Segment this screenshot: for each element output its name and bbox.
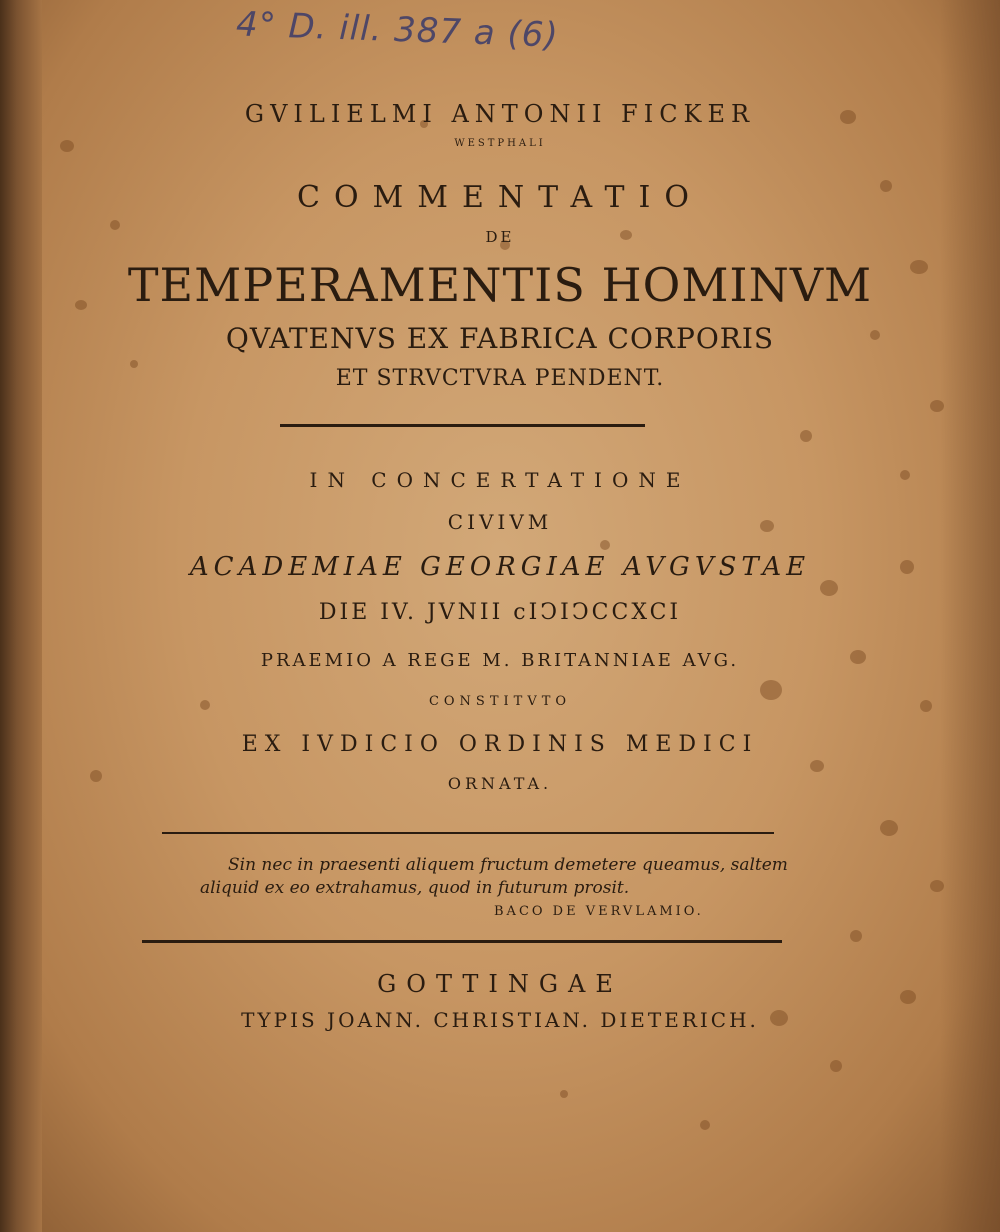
occasion-date: DIE IV. JVNII cIↃIↃCCXCI [318,600,682,625]
author-name: GVILIELMI ANTONII FICKER [244,100,756,128]
occasion-line-3: ACADEMIAE GEORGIAE AVGVSTAE [189,552,811,582]
motto-line-1: Sin nec in praesenti aliquem fructum demetere queamus, saltem [228,855,788,875]
motto-attribution: BACO DE VERVLAMIO. [494,904,704,919]
occasion-line-1: IN CONCERTATIONE [309,468,691,492]
motto-line-2: aliquid ex eo extrahamus, quod in futurum prosit. [200,878,630,898]
title-line-3: ET STRVCTVRA PENDENT. [335,366,665,391]
occasion-line-6: CONSTITVTO [428,694,572,709]
imprint-place: GOTTINGAE [377,970,623,998]
shelfmark-annotation: 4° D. ill. 387 a (6) [235,4,560,56]
title-main: TEMPERAMENTIS HOMINVM [127,258,873,312]
occasion-line-8: ORNATA. [447,774,553,793]
divider-rule-1 [280,424,645,427]
divider-rule-3 [142,940,782,943]
heading-de: DE [485,228,515,246]
divider-rule-2 [162,832,774,834]
occasion-line-7: EX IVDICIO ORDINIS MEDICI [241,732,759,757]
imprint-printer: TYPIS JOANN. CHRISTIAN. DIETERICH. [241,1008,759,1032]
occasion-line-5: PRAEMIO A REGE M. BRITANNIAE AVG. [260,650,740,671]
author-origin: WESTPHALI [454,138,546,149]
occasion-line-2: CIVIVM [447,510,553,534]
heading-commentatio: COMMENTATIO [297,180,703,215]
title-line-2: QVATENVS EX FABRICA CORPORIS [225,322,775,355]
